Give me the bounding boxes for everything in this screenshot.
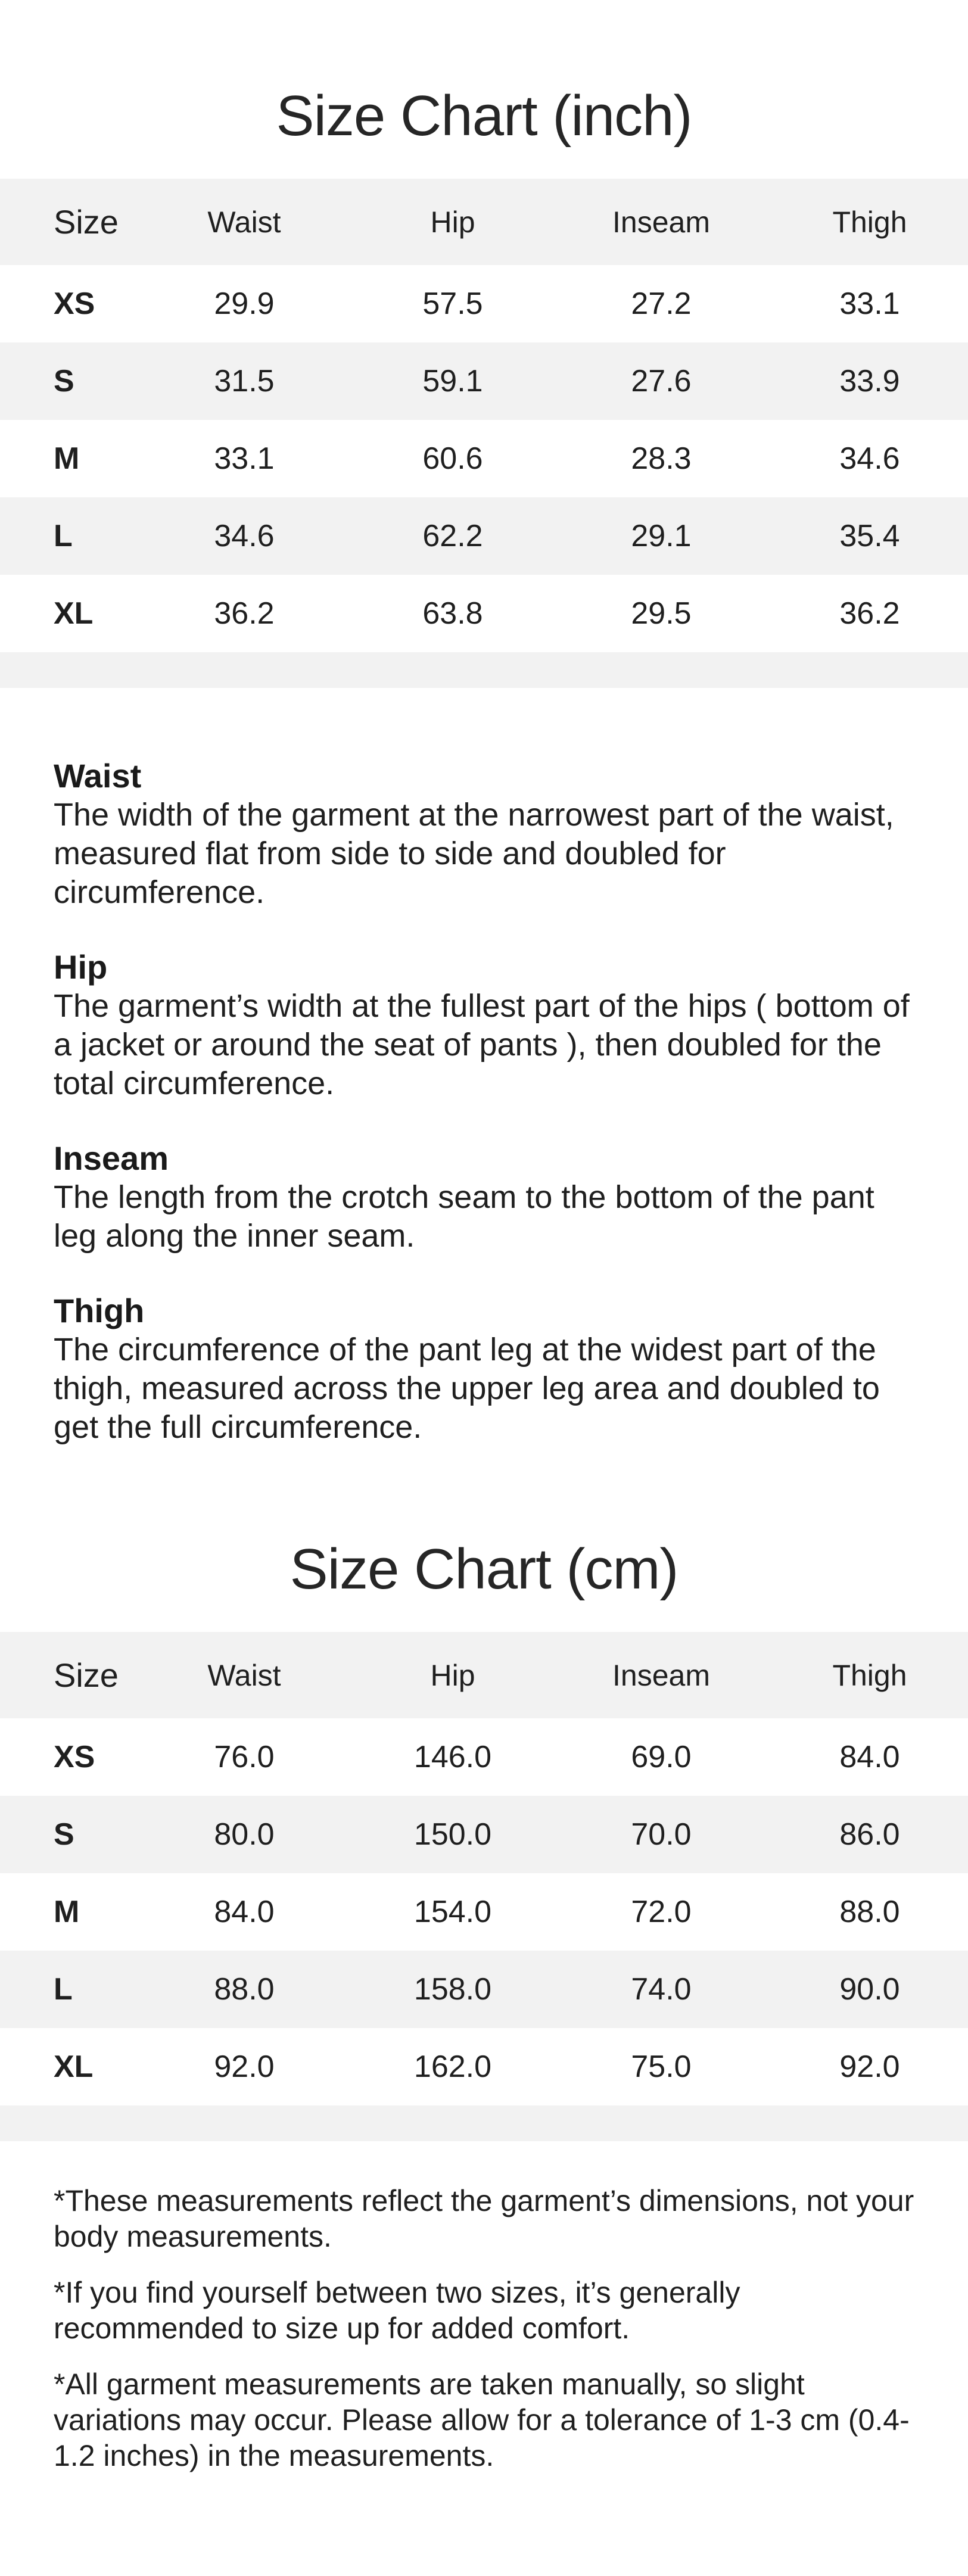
definition-text: The circumference of the pant leg at the widest part of the thigh, measured across the upper leg area and doubled to get the full circumference. — [54, 1332, 880, 1445]
inch-header-waist: Waist — [207, 205, 281, 239]
hip-value: 158.0 — [413, 1972, 492, 2007]
size-label: XS — [54, 286, 95, 321]
cm-header-waist: Waist — [207, 1658, 281, 1692]
inseam-value: 27.6 — [631, 364, 692, 398]
inseam-value: 70.0 — [631, 1817, 692, 1852]
size-label: S — [54, 1817, 74, 1852]
size-label: L — [54, 1972, 73, 2007]
inch-header-inseam: Inseam — [612, 205, 710, 239]
cm-chart-title: Size Chart (cm) — [290, 1537, 678, 1601]
size-label: M — [54, 441, 80, 476]
thigh-value: 88.0 — [839, 1895, 900, 1929]
definition-text: The garment’s width at the fullest part of the hips ( bottom of a jacket or around the seat of pants ), then doubled for the total circumference. — [54, 988, 910, 1101]
thigh-value: 36.2 — [839, 596, 900, 631]
hip-value: 146.0 — [413, 1740, 492, 1774]
size-label: M — [54, 1895, 80, 1929]
cm-header-thigh: Thigh — [832, 1658, 907, 1692]
thigh-value: 34.6 — [839, 441, 900, 476]
table-row — [0, 420, 968, 497]
note-garment-dimensions: *These measurements reflect the garment’s dimensions, not your body measurements. — [54, 2184, 914, 2253]
inseam-value: 74.0 — [631, 1972, 692, 2007]
thigh-value: 92.0 — [839, 2049, 900, 2084]
waist-value: 36.2 — [214, 596, 275, 631]
inseam-value: 27.2 — [631, 286, 692, 321]
hip-value: 63.8 — [422, 596, 483, 631]
size-label: XS — [54, 1740, 95, 1774]
definition-thigh — [54, 1291, 917, 1447]
inseam-value: 72.0 — [631, 1895, 692, 1929]
size-label: L — [54, 519, 73, 553]
definition-term: Inseam — [54, 1139, 169, 1177]
definition-term: Hip — [54, 948, 108, 986]
thigh-value: 84.0 — [839, 1740, 900, 1774]
definition-text: The width of the garment at the narrowest part of the waist, measured flat from side to side and doubled for circumference. — [54, 797, 894, 910]
definition-text: The length from the crotch seam to the bottom of the pant leg along the inner seam. — [54, 1179, 874, 1254]
hip-value: 60.6 — [422, 441, 483, 476]
table-row — [0, 342, 968, 420]
hip-value: 154.0 — [413, 1895, 492, 1929]
table-row — [0, 2028, 968, 2105]
waist-value: 84.0 — [214, 1895, 275, 1929]
inch-header-size: Size — [54, 203, 119, 241]
cm-header-size: Size — [54, 1656, 119, 1694]
inseam-value: 28.3 — [631, 441, 692, 476]
hip-value: 150.0 — [413, 1817, 492, 1852]
definition-term: Thigh — [54, 1292, 145, 1329]
inch-chart-title: Size Chart (inch) — [276, 84, 692, 148]
waist-value: 80.0 — [214, 1817, 275, 1852]
inseam-value: 75.0 — [631, 2049, 692, 2084]
waist-value: 76.0 — [214, 1740, 275, 1774]
cm-size-table — [0, 1632, 968, 2141]
thigh-value: 90.0 — [839, 1972, 900, 2007]
definition-hip — [54, 948, 917, 1103]
hip-value: 62.2 — [422, 519, 483, 553]
waist-value: 92.0 — [214, 2049, 275, 2084]
size-label: XL — [54, 2049, 94, 2084]
waist-value: 34.6 — [214, 519, 275, 553]
inch-size-table — [0, 179, 968, 688]
size-label: S — [54, 364, 74, 398]
cm-header-hip: Hip — [430, 1658, 475, 1692]
note-tolerance: *All garment measurements are taken manually, so slight variations may occur. Please allow for a tolerance of 1-3 cm (0.4-1.2 inches) in the measurements. — [54, 2368, 910, 2472]
hip-value: 57.5 — [422, 286, 483, 321]
table-row — [0, 1796, 968, 1873]
inch-header-hip: Hip — [430, 205, 475, 239]
table-row — [0, 1951, 968, 2028]
cm-table-header-row — [0, 1632, 968, 1718]
definition-inseam — [54, 1139, 917, 1256]
measurement-definitions — [54, 756, 917, 1482]
table-row — [0, 575, 968, 652]
inch-table-header-row — [0, 179, 968, 265]
waist-value: 31.5 — [214, 364, 275, 398]
table-row — [0, 1873, 968, 1951]
waist-value: 29.9 — [214, 286, 275, 321]
table-row — [0, 1718, 968, 1796]
thigh-value: 35.4 — [839, 519, 900, 553]
table-footer-band — [0, 652, 968, 688]
measurement-notes — [54, 2183, 917, 2494]
note-size-up: *If you find yourself between two sizes, it’s generally recommended to size up for added comfort. — [54, 2276, 740, 2345]
thigh-value: 86.0 — [839, 1817, 900, 1852]
table-row — [0, 265, 968, 342]
cm-header-inseam: Inseam — [612, 1658, 710, 1692]
table-footer-band — [0, 2105, 968, 2141]
hip-value: 59.1 — [422, 364, 483, 398]
thigh-value: 33.1 — [839, 286, 900, 321]
inseam-value: 69.0 — [631, 1740, 692, 1774]
waist-value: 33.1 — [214, 441, 275, 476]
definition-waist — [54, 756, 917, 912]
thigh-value: 33.9 — [839, 364, 900, 398]
hip-value: 162.0 — [413, 2049, 492, 2084]
table-row — [0, 497, 968, 575]
definition-term: Waist — [54, 757, 142, 795]
waist-value: 88.0 — [214, 1972, 275, 2007]
size-label: XL — [54, 596, 94, 631]
inseam-value: 29.1 — [631, 519, 692, 553]
inch-header-thigh: Thigh — [832, 205, 907, 239]
inseam-value: 29.5 — [631, 596, 692, 631]
